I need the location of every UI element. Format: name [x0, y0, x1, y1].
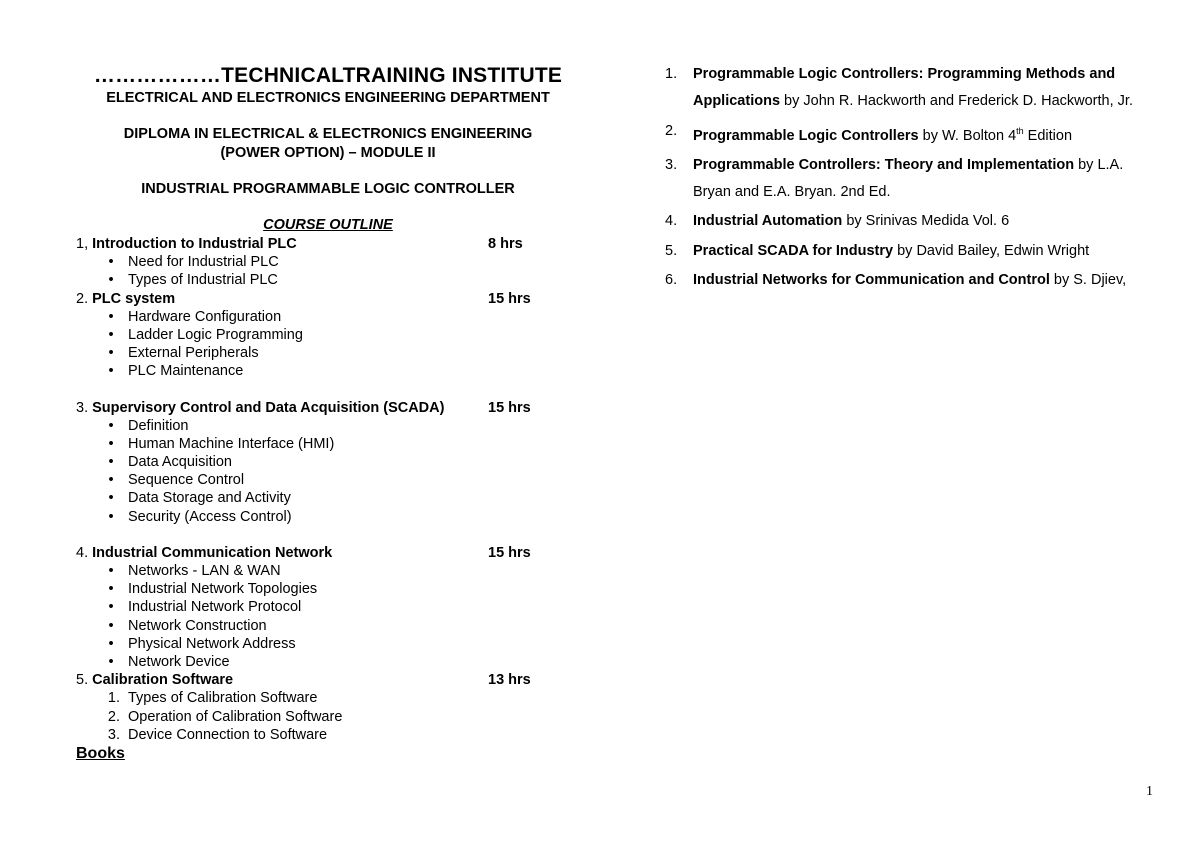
list-item	[76, 344, 596, 362]
list-item	[76, 580, 596, 598]
book-number: 3.	[665, 156, 678, 173]
books-heading: Books	[76, 744, 125, 762]
bullet-icon: •	[108, 581, 114, 598]
bullet-icon: •	[108, 363, 114, 380]
bullet-icon: •	[108, 599, 114, 616]
bullet-icon: •	[108, 635, 114, 652]
book-title: Programmable Logic Controllers	[693, 127, 919, 144]
list-item	[76, 635, 596, 653]
item-text: External Peripherals	[128, 345, 259, 362]
item-text: Hardware Configuration	[128, 308, 282, 325]
topic-number: 2.	[76, 290, 89, 307]
item-text: Ladder Logic Programming	[128, 326, 303, 343]
list-item	[76, 598, 596, 616]
item-number: 3.	[107, 726, 120, 743]
item-text: Networks - LAN & WAN	[128, 563, 281, 579]
topic-heading	[76, 671, 596, 689]
list-item	[76, 453, 596, 471]
item-text: Need for Industrial PLC	[128, 254, 279, 271]
diploma-line-2: (POWER OPTION) – MODULE II	[220, 145, 436, 161]
topic-title: Industrial Communication Network	[92, 544, 333, 561]
list-item	[76, 617, 596, 635]
book-number: 2.	[665, 122, 678, 139]
book-edition-superscript: th	[1016, 125, 1024, 136]
item-text: PLC Maintenance	[128, 363, 244, 380]
list-item	[76, 508, 596, 526]
list-item	[76, 689, 596, 707]
topic-items	[76, 689, 596, 744]
topic-items	[76, 253, 596, 289]
right-column	[665, 61, 1160, 297]
bullet-icon: •	[108, 345, 114, 362]
bullet-icon: •	[108, 508, 114, 525]
list-item	[76, 435, 596, 453]
book-number: 1.	[665, 66, 678, 82]
course-title: INDUSTRIAL PROGRAMMABLE LOGIC CONTROLLER	[141, 181, 515, 197]
book-author: by S. Djiev,	[1049, 272, 1127, 289]
item-text: Operation of Calibration Software	[128, 708, 343, 725]
topic-number: 1,	[76, 236, 89, 252]
topic-hours: 15 hrs	[488, 399, 531, 416]
book-author: by Srinivas Medida Vol. 6	[842, 213, 1010, 230]
item-text: Industrial Network Protocol	[128, 599, 302, 616]
topic-title: Calibration Software	[92, 672, 234, 689]
bullet-icon: •	[108, 254, 114, 271]
book-author: by W. Bolton 4	[918, 127, 1017, 144]
book-number: 6.	[665, 272, 678, 289]
book-title: Industrial Automation	[693, 213, 843, 230]
bullet-icon: •	[108, 653, 114, 670]
list-item	[76, 708, 596, 726]
book-title: Practical SCADA for Industry	[693, 242, 894, 259]
list-item	[76, 271, 596, 289]
item-text: Types of Industrial PLC	[128, 272, 278, 289]
book-item	[665, 208, 1160, 235]
topic-number: 4.	[76, 544, 89, 561]
bullet-icon: •	[108, 490, 114, 507]
book-edition: Edition	[1023, 127, 1073, 144]
list-item	[76, 471, 596, 489]
left-column	[76, 63, 596, 764]
item-text: Definition	[128, 417, 189, 434]
book-item	[665, 238, 1160, 265]
topic-hours: 8 hrs	[488, 236, 523, 252]
item-text: Device Connection to Software	[128, 726, 328, 743]
item-text: Sequence Control	[128, 472, 245, 489]
list-item	[76, 653, 596, 671]
topic-heading	[76, 399, 596, 417]
bullet-icon: •	[108, 308, 114, 325]
topic-hours: 15 hrs	[488, 544, 531, 561]
topic-items	[76, 308, 596, 381]
book-number: 5.	[665, 242, 678, 259]
page-number: 1	[1146, 784, 1153, 799]
book-author: by John R. Hackworth and Frederick D. Hackworth, Jr.	[780, 93, 1133, 109]
item-number: 1.	[107, 690, 120, 707]
topic-items	[76, 417, 596, 526]
book-list	[665, 61, 1160, 294]
bullet-icon: •	[108, 417, 114, 434]
topic-hours: 13 hrs	[488, 672, 531, 689]
item-text: Data Storage and Activity	[128, 490, 291, 507]
list-item	[76, 362, 596, 380]
list-item	[76, 562, 596, 580]
item-text: Physical Network Address	[128, 635, 296, 652]
bullet-icon: •	[108, 454, 114, 471]
item-text: Data Acquisition	[128, 454, 232, 471]
book-item	[665, 61, 1160, 115]
course-outline-heading: COURSE OUTLINE	[263, 217, 393, 233]
bullet-icon: •	[108, 617, 114, 634]
topic-number: 3.	[76, 399, 89, 416]
topic-title: PLC system	[92, 290, 176, 307]
topic-number: 5.	[76, 672, 89, 689]
bullet-icon: •	[108, 326, 114, 343]
topic-title: Introduction to Industrial PLC	[92, 236, 297, 252]
topic-heading	[76, 544, 596, 562]
book-author: by David Bailey, Edwin Wright	[893, 242, 1090, 259]
list-item	[76, 417, 596, 435]
book-title: Programmable Logic Controllers: Programming Methods and Applications	[693, 66, 1116, 109]
diploma-title	[76, 125, 580, 163]
department-title: ELECTRICAL AND ELECTRONICS ENGINEERING DEPARTMENT	[106, 90, 550, 106]
topic-list	[76, 235, 596, 744]
institute-title: ………………TECHNICALTRAINING INSTITUTE	[93, 64, 563, 87]
book-item	[665, 118, 1160, 150]
item-text: Human Machine Interface (HMI)	[128, 435, 335, 452]
item-text: Types of Calibration Software	[128, 690, 318, 707]
list-item	[76, 326, 596, 344]
list-item	[76, 308, 596, 326]
book-item	[665, 152, 1160, 206]
list-item	[76, 489, 596, 507]
book-title: Programmable Controllers: Theory and Implementation	[693, 156, 1075, 173]
topic-heading	[76, 290, 596, 308]
bullet-icon: •	[108, 272, 114, 289]
bullet-icon: •	[108, 563, 114, 579]
book-title: Industrial Networks for Communication and Control	[693, 272, 1050, 289]
book-item	[665, 267, 1160, 294]
book-number: 4.	[665, 213, 678, 230]
book-author: by L.A. Bryan and E.A. Bryan. 2nd Ed.	[693, 156, 1124, 200]
item-text: Network Device	[128, 653, 230, 670]
bullet-icon: •	[108, 472, 114, 489]
topic-items	[76, 562, 596, 671]
topic-title: Supervisory Control and Data Acquisition (SCADA)	[92, 399, 445, 416]
item-number: 2.	[107, 708, 120, 725]
topic-hours: 15 hrs	[488, 290, 531, 307]
list-item	[76, 253, 596, 271]
topic-heading	[76, 235, 596, 253]
list-item	[76, 726, 596, 744]
bullet-icon: •	[108, 435, 114, 452]
diploma-line-1: DIPLOMA IN ELECTRICAL & ELECTRONICS ENGINEERING	[123, 126, 533, 142]
item-text: Network Construction	[128, 617, 267, 634]
item-text: Security (Access Control)	[128, 508, 292, 525]
item-text: Industrial Network Topologies	[128, 581, 318, 598]
